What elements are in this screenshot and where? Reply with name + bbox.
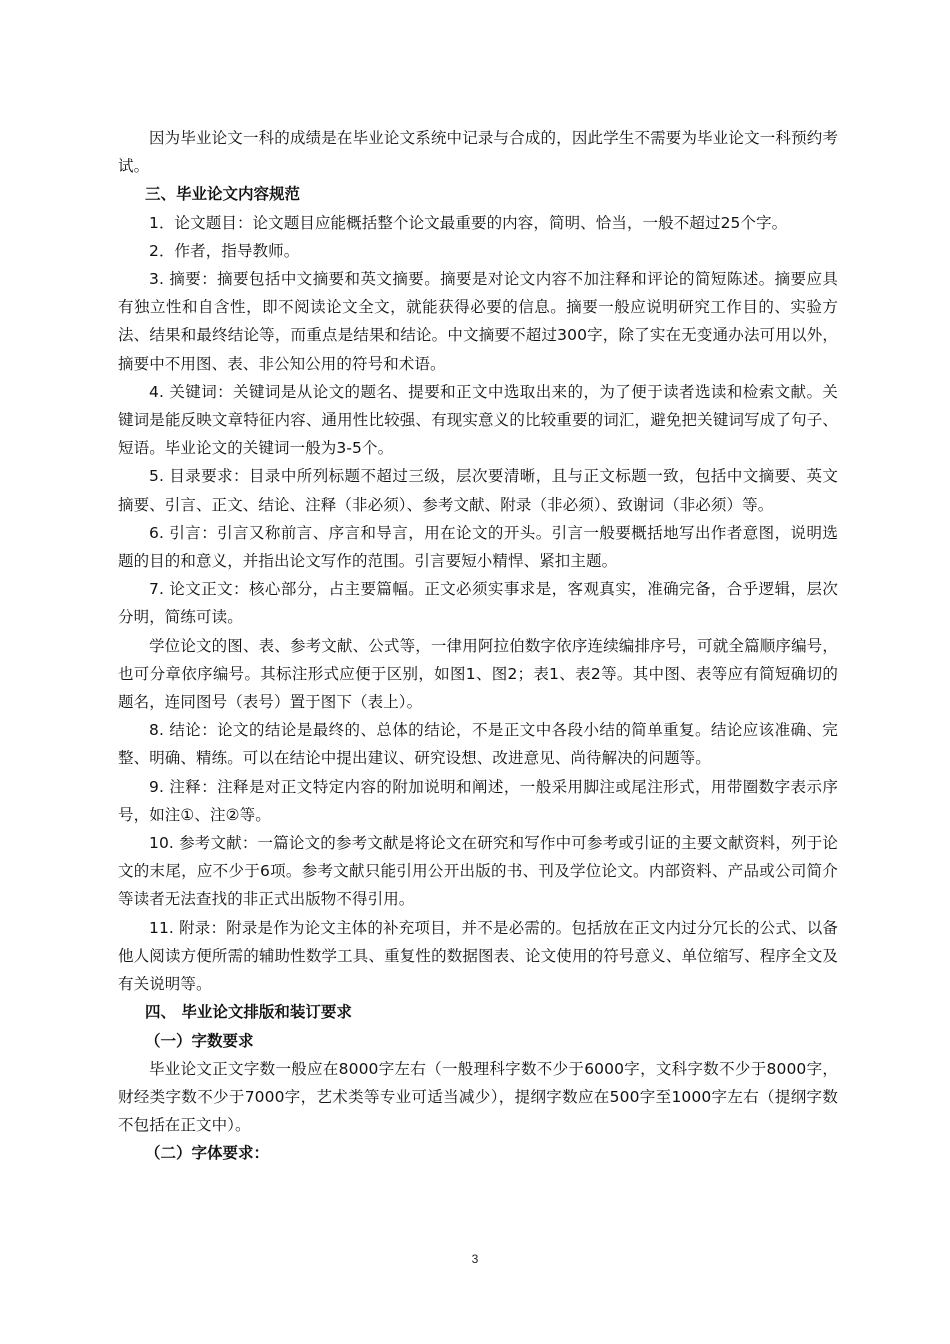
paragraph: 4. 关键词：关键词是从论文的题名、提要和正文中选取出来的，为了便于读者选读和检索文献。关键词是能反映文章特征内容、通用性比较强、有现实意义的比较重要的词汇，避免把关键词写成了句子、短语。毕业论文的关键词一般为3-5个。	[118, 382, 838, 458]
paragraph: 7. 论文正文：核心部分，占主要篇幅。正文必须实事求是，客观真实，准确完备，合乎逻辑，层次分明，简练可读。	[118, 580, 838, 627]
paragraph: 学位论文的图、表、参考文献、公式等，一律用阿拉伯数字依序连续编排序号，可就全篇顺序编号，也可分章依序编号。其标注形式应便于区别，如图1、图2；表1、表2等。其中图、表等应有简短确切的题名，连同图号（表号）置于图下（表上）。	[118, 636, 838, 712]
subsection-heading: （二）字体要求：	[145, 1144, 270, 1163]
paragraph: 9. 注释：注释是对正文特定内容的附加说明和阐述，一般采用脚注或尾注形式，用带圈数字表示序号，如注①、注②等。	[118, 777, 838, 824]
paragraph: 6. 引言：引言又称前言、序言和导言，用在论文的开头。引言一般要概括地写出作者意图，说明选题的目的和意义，并指出论文写作的范围。引言要短小精悍、紧扣主题。	[118, 523, 838, 571]
paragraph: 毕业论文正文字数一般应在8000字左右（一般理科字数不少于6000字，文科字数不少于8000字，财经类字数不少于7000字，艺术类等专业可适当减少），提纲字数应在500字至1000字左右（提纲字数不包括在正文中）。	[118, 1059, 838, 1135]
paragraph: 2．作者，指导教师。	[149, 241, 300, 260]
subsection-heading: （一）字数要求	[145, 1031, 254, 1050]
page-number: 3	[471, 1252, 479, 1266]
paragraph: 10. 参考文献：一篇论文的参考文献是将论文在研究和写作中可参考或引证的主要文献资料，列于论文的末尾，应不少于6项。参考文献只能引用公开出版的书、刊及学位论文。内部资料、产品或公司简介等读者无法查找的非正式出版物不得引用。	[118, 834, 838, 909]
document-body	[118, 124, 838, 1168]
paragraph: 8. 结论：论文的结论是最终的、总体的结论，不是正文中各段小结的简单重复。结论应该准确、完整、明确、精练。可以在结论中提出建议、研究设想、改进意见、尚待解决的问题等。	[118, 721, 838, 768]
paragraph: 3. 摘要：摘要包括中文摘要和英文摘要。摘要是对论文内容不加注释和评论的简短陈述。摘要应具有独立性和自含性，即不阅读论文全文，就能获得必要的信息。摘要一般应说明研究工作目的、实验方法、结果和最终结论等，而重点是结果和结论。中文摘要不超过300字，除了实在无变通办法可用以外，摘要中不用图、表、非公知公用的符号和术语。	[118, 270, 838, 373]
section-heading: 三、毕业论文内容规范	[145, 185, 301, 204]
paragraph: 因为毕业论文一科的成绩是在毕业论文系统中记录与合成的，因此学生不需要为毕业论文一科预约考试。	[118, 129, 838, 176]
paragraph: 11. 附录：附录是作为论文主体的补充项目，并不是必需的。包括放在正文内过分冗长的公式、以备他人阅读方便所需的辅助性数学工具、重复性的数据图表、论文使用的符号意义、单位缩写、程序全文及有关说明等。	[118, 918, 838, 994]
section-heading: 四、 毕业论文排版和装订要求	[145, 1003, 352, 1022]
paragraph: 1．论文题目：论文题目应能概括整个论文最重要的内容，简明、恰当，一般不超过25个字。	[149, 213, 788, 232]
paragraph: 5. 目录要求：目录中所列标题不超过三级，层次要清晰，且与正文标题一致，包括中文摘要、英文摘要、引言、正文、结论、注释（非必须）、参考文献、附录（非必须）、致谢词（非必须）等。	[118, 467, 838, 514]
